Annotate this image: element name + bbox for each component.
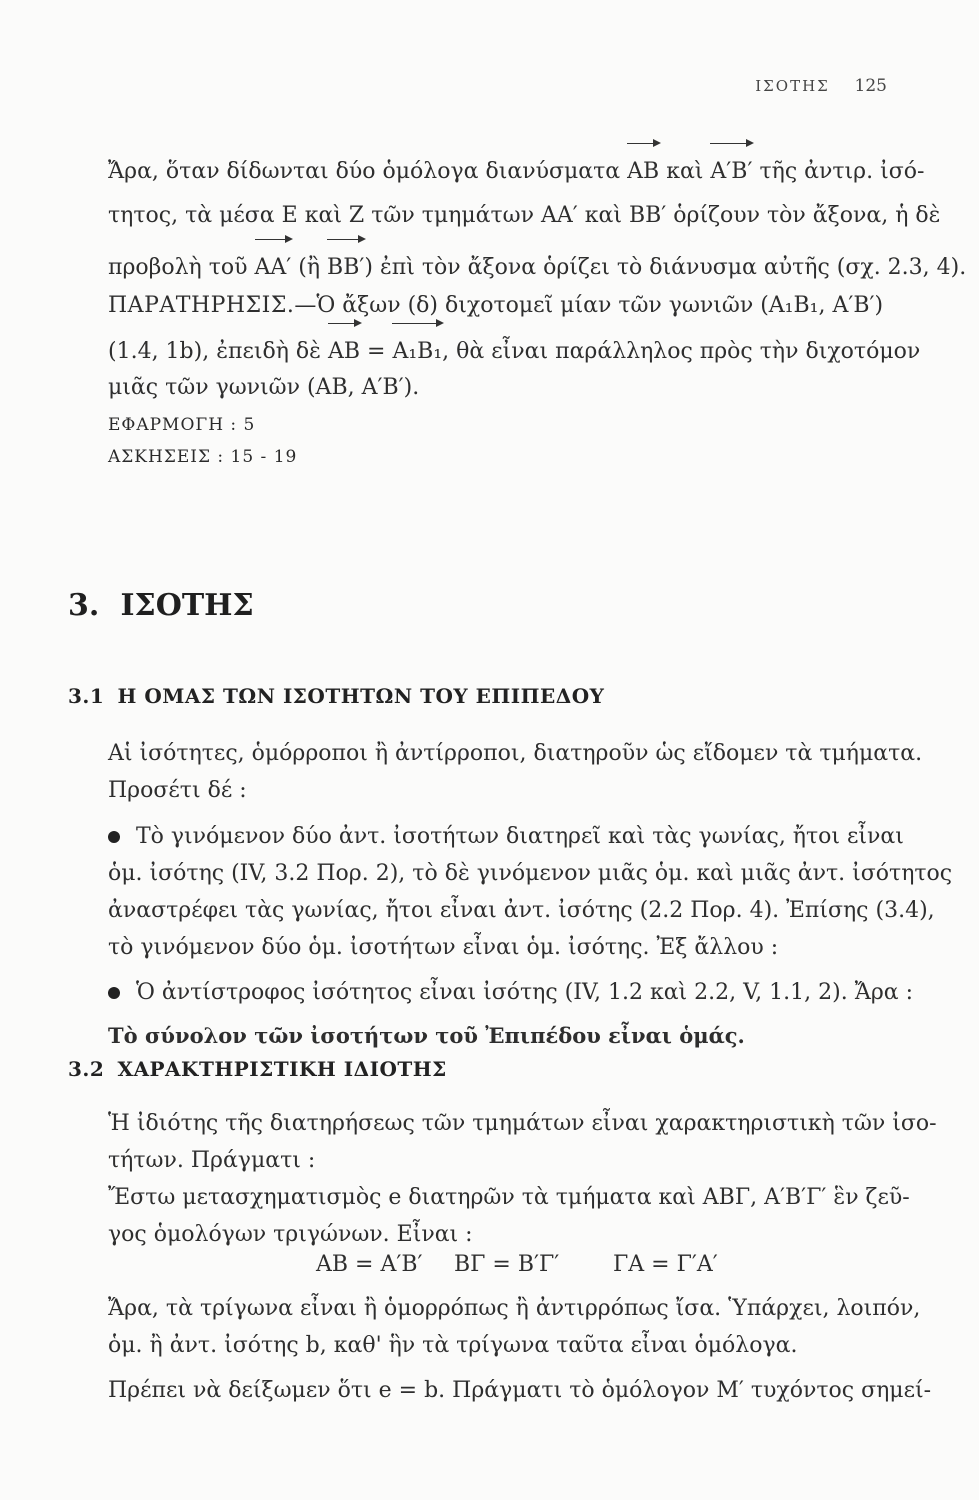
section-title: Η ΟΜΑΣ ΤΩΝ ΙΣΟΤΗΤΩΝ ΤΟΥ ΕΠΙΠΕΔΟΥ <box>117 684 605 708</box>
page-number: 125 <box>854 76 887 96</box>
section-31-body <box>108 735 953 1054</box>
vector-notation: BB′ <box>327 246 364 290</box>
exercises-ref: ΑΣΚΗΣΕΙΣ : 15 - 19 <box>108 447 298 467</box>
text-line: τητος, τὰ μέσα E καὶ Z τῶν τμημάτων AA′ καὶ BB′ ὁρίζουν τὸν ἄξονα, ἡ δὲ <box>108 203 941 228</box>
remark-label: ΠΑΡΑΤΗΡΗΣΙΣ. <box>108 293 295 318</box>
section-32-body-cont <box>108 1290 932 1409</box>
bullet-icon <box>108 987 120 999</box>
vector-notation: A′B′ <box>710 150 752 194</box>
text-line: Ἔστω μετασχηματισμὸς e διατηρῶν τὰ τμήματα καὶ ΑΒΓ, A′B′Γ′ ἓν ζεῦ- <box>108 1185 910 1210</box>
vector-notation: AB <box>328 330 360 374</box>
text-line: Προσέτι δέ : <box>108 778 247 803</box>
text-line: Ἄρα, τὰ τρίγωνα εἶναι ἢ ὁμορρόπως ἢ ἀντιρρόπως ἴσα. Ὑπάρχει, λοιπόν, <box>108 1296 921 1321</box>
section-number: 3.2 <box>68 1057 105 1081</box>
vector-notation: A₁B₁ <box>392 330 442 374</box>
bullet-icon <box>108 831 120 843</box>
text-line: ἀναστρέφει τὰς γωνίας, ἤτοι εἶναι ἀντ. ἰσότης (2.2 Πορ. 4). Ἐπίσης (3.4), <box>108 898 935 923</box>
chapter-heading <box>68 588 254 623</box>
text-line: Πρέπει νὰ δείξωμεν ὅτι e = b. Πράγματι τὸ ὁμόλογον M′ τυχόντος σημεί- <box>108 1378 932 1403</box>
vector-notation: AB <box>627 150 659 194</box>
intro-paragraph <box>108 150 967 290</box>
bullet-item: Ὁ ἀντίστροφος ἰσότητος εἶναι ἰσότης (IV, 1.2 καὶ 2.2, V, 1.1, 2). Ἄρα : <box>108 974 900 1011</box>
text-line: μιᾶς τῶν γωνιῶν (AB, A′B′). <box>108 375 420 400</box>
text-line: προβολὴ τοῦ AA′ (ἢ BB′) ἐπὶ τὸν ἄξονα ὁρίζει τὸ διάνυσμα αὐτῆς (σχ. 2.3, 4). <box>108 246 900 290</box>
running-title: ΙΣΟΤΗΣ <box>755 77 830 95</box>
text-line: ὁμ. ἢ ἀντ. ἰσότης b, καθ' ἣν τὰ τρίγωνα ταῦτα εἶναι ὁμόλογα. <box>108 1333 798 1358</box>
text-line: γος ὁμολόγων τριγώνων. Εἶναι : <box>108 1222 473 1247</box>
equation: ΓΑ = Γ′A′ <box>613 1252 718 1277</box>
application-ref: ΕΦΑΡΜΟΓΗ : 5 <box>108 415 256 435</box>
section-number: 3.1 <box>68 684 105 708</box>
conclusion-statement: Τὸ σύνολον τῶν ἰσοτήτων τοῦ Ἐπιπέδου εἶναι ὁμάς. <box>108 1023 745 1048</box>
chapter-title: ΙΣΟΤΗΣ <box>120 588 254 623</box>
text-line: ΠΑΡΑΤΗΡΗΣΙΣ.—Ὁ ἄξων (δ) διχοτομεῖ μίαν τῶν γωνιῶν (A₁B₁, A′B′) <box>108 293 884 318</box>
chapter-number: 3. <box>68 588 100 623</box>
section-heading <box>68 684 604 708</box>
text-line: Ἄρα, ὅταν δίδωνται δύο ὁμόλογα διανύσματα AB καὶ A′B′ τῆς ἀντιρ. ἰσό- <box>108 150 900 194</box>
section-32-body <box>108 1105 937 1253</box>
section-title: ΧΑΡΑΚΤΗΡΙΣΤΙΚΗ ΙΔΙΟΤΗΣ <box>117 1057 447 1081</box>
remark-paragraph <box>108 284 921 410</box>
equation: AB = A′B′ <box>316 1252 423 1277</box>
text-line: ὁμ. ἰσότης (IV, 3.2 Πορ. 2), τὸ δὲ γινόμενον μιᾶς ὁμ. καὶ μιᾶς ἀντ. ἰσότητος <box>108 861 953 886</box>
text-line: τὸ γινόμενον δύο ὁμ. ἰσοτήτων εἶναι ὁμ. ἰσότης. Ἐξ ἄλλου : <box>108 935 779 960</box>
vector-notation: AA′ <box>255 246 292 290</box>
text-line: (1.4, 1b), ἐπειδὴ δὲ AB = A₁B₁, θὰ εἶναι παράλληλος πρὸς τὴν διχοτόμον <box>108 330 900 374</box>
bullet-item: Τὸ γινόμενον δύο ἀντ. ἰσοτήτων διατηρεῖ καὶ τὰς γωνίας, ἤτοι εἶναι <box>108 818 900 855</box>
text-line: τήτων. Πράγματι : <box>108 1148 316 1173</box>
section-heading <box>68 1057 447 1081</box>
text-line: Ἡ ἰδιότης τῆς διατηρήσεως τῶν τμημάτων εἶναι χαρακτηριστικὴ τῶν ἰσο- <box>108 1111 937 1136</box>
running-header <box>755 76 887 96</box>
text-line: Αἱ ἰσότητες, ὁμόρροποι ἢ ἀντίρροποι, διατηροῦν ὡς εἴδομεν τὰ τμήματα. <box>108 741 923 766</box>
equation: ΒΓ = B′Γ′ <box>454 1252 560 1277</box>
